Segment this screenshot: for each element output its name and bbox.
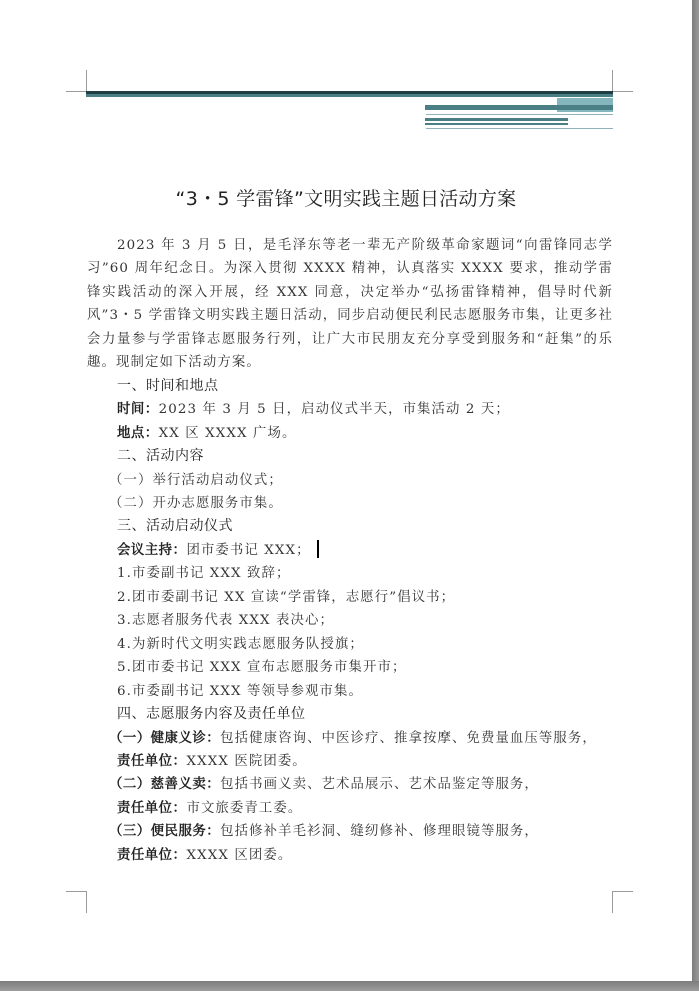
crop-mark-top-left-v: [86, 70, 87, 92]
header-stripe-1: [425, 118, 568, 121]
activity-item-1: （一）举行活动启动仪式；: [109, 472, 283, 488]
activity-item-2: （二）开办志愿服务市集。: [109, 495, 283, 511]
header-block-light-2: [557, 110, 613, 112]
place-line: [87, 422, 613, 445]
service-2-unit: [87, 797, 613, 820]
section-4-heading: 四、志愿服务内容及责任单位: [117, 706, 306, 723]
time-line: [87, 398, 613, 421]
host-label: 会议主持：: [117, 542, 187, 558]
crop-mark-top-right-h: [613, 91, 633, 92]
crop-mark-top-left-h: [66, 91, 86, 92]
document-body[interactable]: [87, 234, 613, 867]
service-2-desc: 包括书画义卖、艺术品展示、艺术品鉴定等服务，: [220, 777, 539, 793]
header-rule-teal: [86, 94, 613, 97]
service-3-unit-value: XXXX 区团委。: [186, 847, 293, 863]
service-3-label: （三）便民服务：: [109, 824, 221, 840]
section-3-heading: 三、活动启动仪式: [117, 518, 233, 535]
place-label: 地点：: [117, 425, 159, 441]
document-title: “3・5 学雷锋”文明实践主题日活动方案: [175, 188, 517, 210]
window-background-bottom: [0, 981, 699, 991]
host-line: [87, 539, 613, 562]
service-3-desc: 包括修补羊毛衫洞、缝纫修补、修理眼镜等服务，: [220, 824, 539, 840]
service-2-unit-value: 市文旅委青工委。: [186, 800, 303, 816]
header-thin-line-1: [426, 114, 613, 115]
crop-mark-bottom-right-h: [612, 891, 633, 892]
service-1-unit-label: 责任单位：: [117, 753, 187, 769]
service-3-unit-label: 责任单位：: [117, 847, 187, 863]
host-value: 团市委书记 XXX；: [186, 542, 311, 558]
ceremony-step-2: 2.团市委副书记 XX 宣读“学雷锋，志愿行”倡议书；: [117, 589, 456, 605]
ceremony-step-5: 5.团市委书记 XXX 宣布志愿服务市集开市；: [117, 660, 407, 676]
crop-mark-bottom-left-h: [66, 891, 86, 892]
ceremony-step-3: 3.志愿者服务代表 XXX 表决心；: [117, 613, 334, 629]
crop-mark-bottom-left-v: [86, 891, 87, 913]
service-1-label: （一）健康义诊：: [109, 730, 221, 746]
header-stripe-2: [425, 123, 568, 125]
service-1: [87, 727, 613, 750]
ceremony-step-1: 1.市委副书记 XXX 致辞；: [117, 566, 291, 582]
service-2-unit-label: 责任单位：: [117, 800, 187, 816]
ceremony-step-4: 4.为新时代文明实践志愿服务队授旗；: [117, 636, 364, 652]
time-value: 2023 年 3 月 5 日，启动仪式半天，市集活动 2 天；: [158, 402, 510, 418]
service-1-desc: 包括健康咨询、中医诊疗、推拿按摩、免费量血压等服务，: [220, 730, 597, 746]
service-2-label: （二）慈善义卖：: [109, 777, 221, 793]
service-3: [87, 820, 613, 843]
window-background-right: [692, 0, 699, 991]
service-3-unit: [87, 844, 613, 867]
section-2-heading: 二、活动内容: [117, 448, 204, 465]
time-label: 时间：: [117, 402, 159, 418]
crop-mark-top-right-v: [612, 70, 613, 92]
intro-paragraph: 2023 年 3 月 5 日，是毛泽东等老一辈无产阶级革命家题词“向雷锋同志学习”60 周年纪念日。为深入贯彻 XXXX 精神，认真落实 XXXX 要求，推动学雷锋实践活动的深入开展，经 XXX 同意，决定举办“弘扬雷锋精神，倡导时代新风”3・5 学雷锋文明实践主题日活动，同步启动便民利民志愿服务市集，让更多社会力量参与学雷锋志愿服务行列，让广大市民朋友充分享受到服务和“赶集”的乐趣。现制定如下活动方案。: [87, 238, 613, 371]
service-1-unit: [87, 750, 613, 773]
ceremony-step-6: 6.市委副书记 XXX 等领导参观市集。: [117, 683, 363, 699]
service-1-unit-value: XXXX 医院团委。: [186, 753, 307, 769]
place-value: XX 区 XXXX 广场。: [158, 425, 297, 441]
header-thin-line-2: [426, 128, 613, 129]
section-1-heading: 一、时间和地点: [117, 377, 219, 394]
text-cursor: [317, 540, 319, 558]
crop-mark-bottom-right-v: [612, 891, 613, 913]
service-2: [87, 773, 613, 796]
